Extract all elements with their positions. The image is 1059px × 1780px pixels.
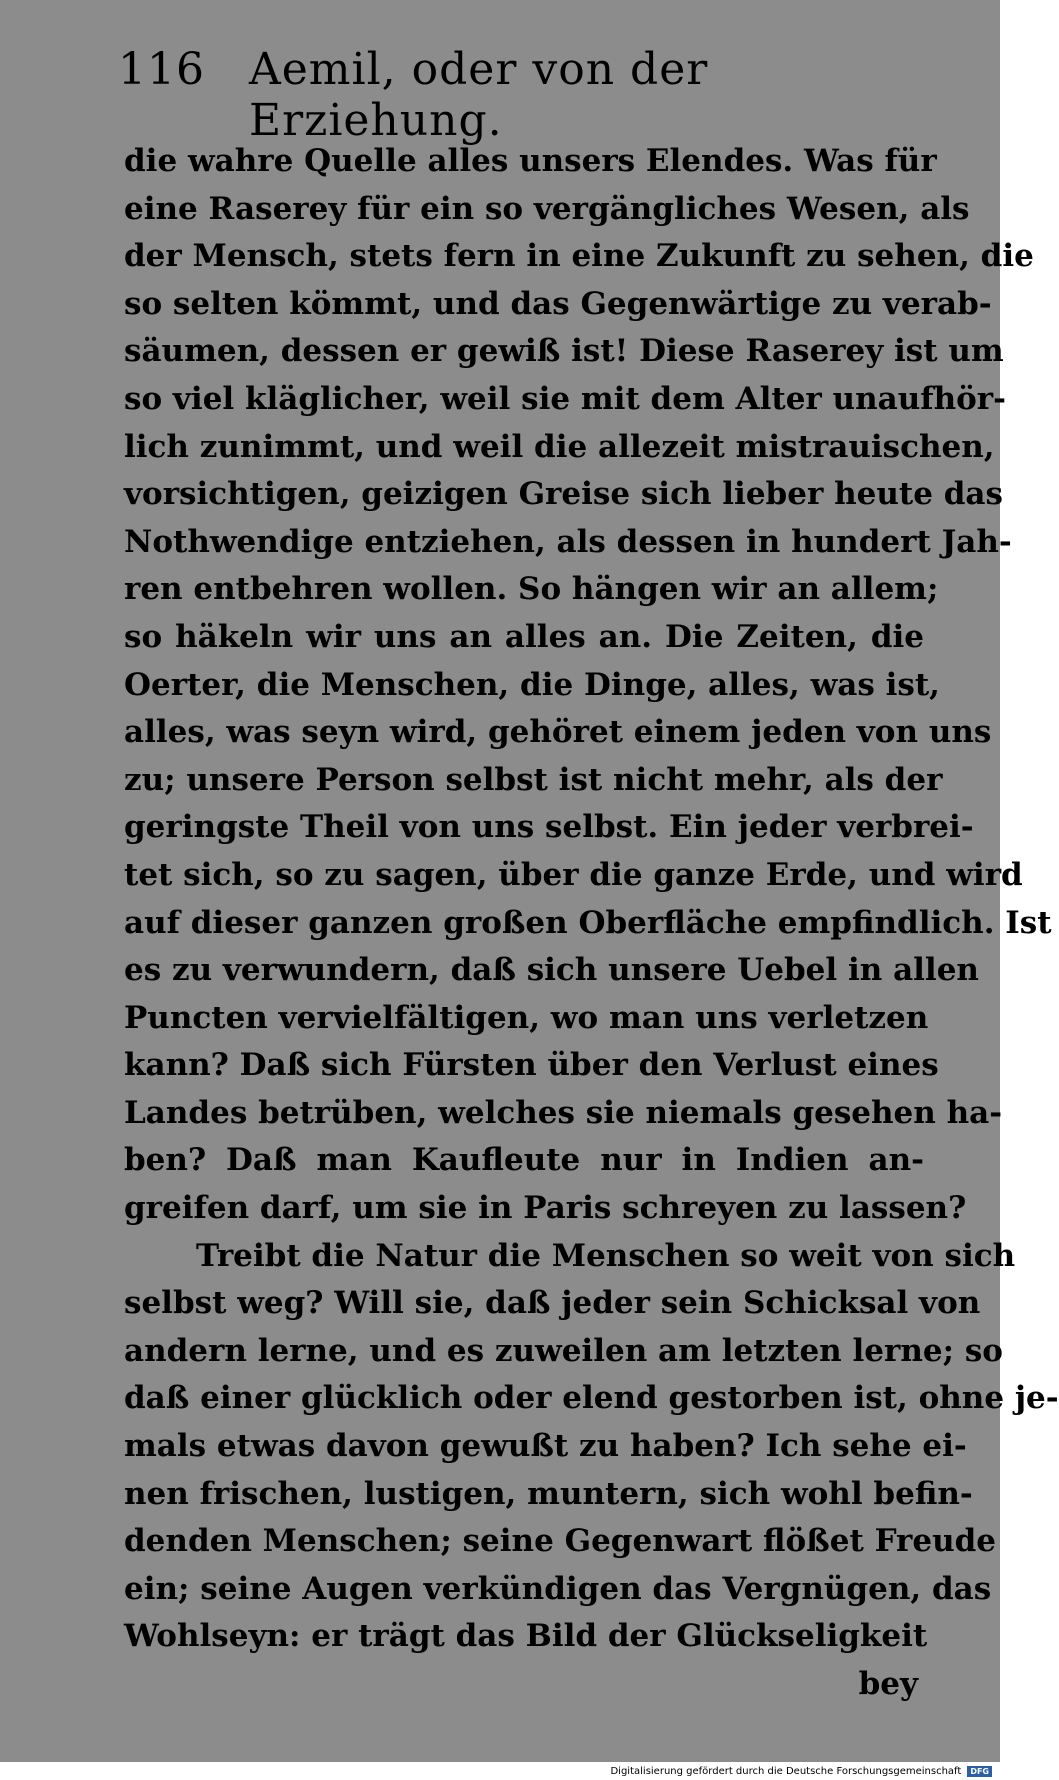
text-line: Nothwendige entziehen, als dessen in hundert Jah- bbox=[124, 523, 1012, 560]
text-line: lich zunimmt, und weil die allezeit mistrauischen, bbox=[124, 428, 995, 465]
running-title: Aemil, oder von der Erziehung. bbox=[248, 44, 709, 146]
text-line: denden Menschen; seine Gegenwart flößet Freude bbox=[124, 1523, 997, 1560]
text-line: mals etwas davon gewußt zu haben? Ich sehe ei- bbox=[124, 1428, 967, 1465]
text-line: so viel kläglicher, weil sie mit dem Alter unaufhör- bbox=[124, 380, 1007, 417]
text-line: Landes betrüben, welches sie niemals gesehen ha- bbox=[124, 1094, 1003, 1131]
page-header bbox=[118, 44, 928, 146]
text-line: selbst weg? Will sie, daß jeder sein Schicksal von bbox=[124, 1285, 981, 1322]
text-line: tet sich, so zu sagen, über die ganze Erde, und wird bbox=[124, 856, 1023, 893]
text-line: so selten kömmt, und das Gegenwärtige zu verab- bbox=[124, 285, 992, 322]
text-line: säumen, dessen er gewiß ist! Diese Raserey ist um bbox=[124, 333, 1004, 370]
text-line: Oerter, die Menschen, die Dinge, alles, was ist, bbox=[124, 666, 940, 703]
text-line: vorsichtigen, geizigen Greise sich lieber heute das bbox=[124, 476, 1003, 513]
text-line: Wohlseyn: er trägt das Bild der Glückseligkeit bbox=[124, 1618, 928, 1655]
text-line: alles, was seyn wird, gehöret einem jeden von uns bbox=[124, 714, 992, 751]
text-line: greifen darf, um sie in Paris schreyen zu lassen? bbox=[124, 1190, 967, 1227]
text-line: so häkeln wir uns an alles an. Die Zeiten, die bbox=[124, 618, 924, 655]
page-footer bbox=[0, 1762, 1000, 1780]
text-line: ren entbehren wollen. So hängen wir an allem; bbox=[124, 571, 939, 608]
body-text bbox=[124, 138, 1059, 1709]
text-line: Puncten vervielfältigen, wo man uns verletzen bbox=[124, 999, 929, 1036]
text-line: zu; unsere Person selbst ist nicht mehr, als der bbox=[124, 761, 943, 798]
text-line: ein; seine Augen verkündigen das Vergnügen, das bbox=[124, 1570, 992, 1607]
text-line: es zu verwundern, daß sich unsere Uebel in allen bbox=[124, 952, 979, 989]
text-line: nen frischen, lustigen, muntern, sich wohl befin- bbox=[124, 1475, 973, 1512]
text-line: eine Raserey für ein so vergängliches Wesen, als bbox=[124, 190, 970, 227]
text-line: ben? Daß man Kaufleute nur in Indien an- bbox=[124, 1142, 924, 1179]
digitization-credit: Digitalisierung gefördert durch die Deutsche Forschungsgemeinschaft bbox=[610, 1765, 962, 1777]
text-line: auf dieser ganzen großen Oberfläche empfindlich. Ist bbox=[124, 904, 1052, 941]
text-line: der Mensch, stets fern in eine Zukunft zu sehen, die bbox=[124, 238, 1034, 275]
page-number: 116 bbox=[118, 44, 205, 95]
text-line: die wahre Quelle alles unsers Elendes. Was für bbox=[124, 143, 937, 179]
paragraph-start-line: Treibt die Natur die Menschen so weit von sich bbox=[196, 1237, 1016, 1274]
text-line: geringste Theil von uns selbst. Ein jeder verbrei- bbox=[124, 809, 974, 846]
text-line: daß einer glücklich oder elend gestorben ist, ohne je- bbox=[124, 1380, 1059, 1417]
dfg-logo: DFG bbox=[967, 1766, 992, 1777]
catchword: bey bbox=[858, 1666, 918, 1702]
text-line: kann? Daß sich Fürsten über den Verlust eines bbox=[124, 1047, 939, 1084]
text-line: andern lerne, und es zuweilen am letzten lerne; so bbox=[124, 1332, 1003, 1369]
